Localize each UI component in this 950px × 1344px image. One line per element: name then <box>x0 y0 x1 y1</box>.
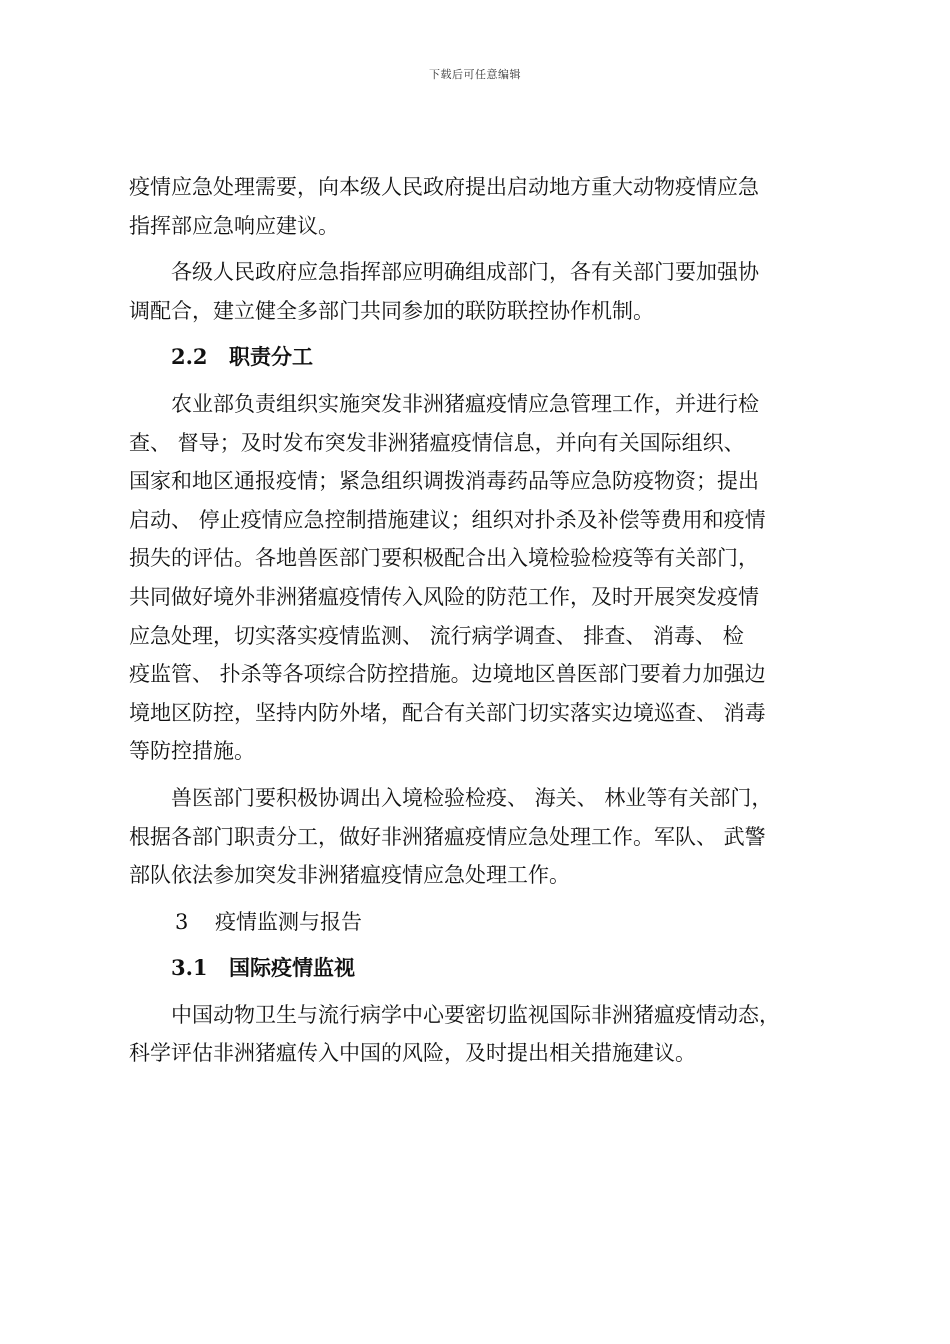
paragraph-line: 根据各部门职责分工，做好非洲猪瘟疫情应急处理工作。军队、 武警 <box>129 824 766 849</box>
paragraph-line: 各级人民政府应急指挥部应明确组成部门，各有关部门要加强协 <box>171 260 759 285</box>
paragraph-2 <box>129 253 832 330</box>
section-heading-3-1 <box>129 949 832 988</box>
document-body <box>129 168 832 1073</box>
paragraph-line: 农业部负责组织实施突发非洲猪瘟疫情应急管理工作，并进行检 <box>171 391 759 416</box>
paragraph-line: 共同做好境外非洲猪瘟疫情传入风险的防范工作，及时开展突发疫情 <box>129 584 759 609</box>
paragraph-line: 部队依法参加突发非洲猪瘟疫情应急处理工作。 <box>129 863 570 888</box>
section-title: 疫情监测与报告 <box>215 909 362 934</box>
paragraph-3 <box>129 385 832 771</box>
paragraph-line: 调配合，建立健全多部门共同参加的联防联控协作机制。 <box>129 298 654 323</box>
paragraph-line: 应急处理，切实落实疫情监测、 流行病学调查、 排查、 消毒、 检 <box>129 623 744 648</box>
paragraph-5 <box>129 996 832 1073</box>
paragraph-line: 疫监管、 扑杀等各项综合防控措施。边境地区兽医部门要着力加强边 <box>129 662 766 687</box>
paragraph-line: 启动、 停止疫情应急控制措施建议；组织对扑杀及补偿等费用和疫情 <box>129 507 766 532</box>
page-header: 下载后可任意编辑 <box>429 68 521 81</box>
paragraph-line: 疫情应急处理需要，向本级人民政府提出启动地方重大动物疫情应急 <box>129 175 759 199</box>
section-heading-3 <box>129 903 832 942</box>
section-number: 3.1 <box>171 955 208 981</box>
paragraph-line: 中国动物卫生与流行病学中心要密切监视国际非洲猪瘟疫情动态， <box>171 1002 780 1027</box>
paragraph-line: 境地区防控，坚持内防外堵，配合有关部门切实落实边境巡查、 消毒 <box>129 700 766 725</box>
paragraph-line: 损失的评估。各地兽医部门要积极配合出入境检验检疫等有关部门， <box>129 546 759 571</box>
paragraph-line: 国家和地区通报疫情；紧急组织调拨消毒药品等应急防疫物资；提出 <box>129 469 759 494</box>
paragraph-1 <box>129 168 832 245</box>
section-number: 2.2 <box>171 344 208 370</box>
paragraph-line: 科学评估非洲猪瘟传入中国的风险，及时提出相关措施建议。 <box>129 1041 696 1066</box>
section-title: 国际疫情监视 <box>229 955 355 981</box>
section-number: 3 <box>175 909 189 934</box>
section-title: 职责分工 <box>229 344 313 370</box>
paragraph-line: 指挥部应急响应建议。 <box>129 213 339 238</box>
paragraph-line: 兽医部门要积极协调出入境检验检疫、 海关、 林业等有关部门， <box>171 785 773 810</box>
section-heading-2-2 <box>129 338 832 377</box>
paragraph-line: 查、 督导；及时发布突发非洲猪瘟疫情信息，并向有关国际组织、 <box>129 430 745 455</box>
paragraph-line: 等防控措施。 <box>129 739 255 764</box>
paragraph-4 <box>129 779 832 895</box>
